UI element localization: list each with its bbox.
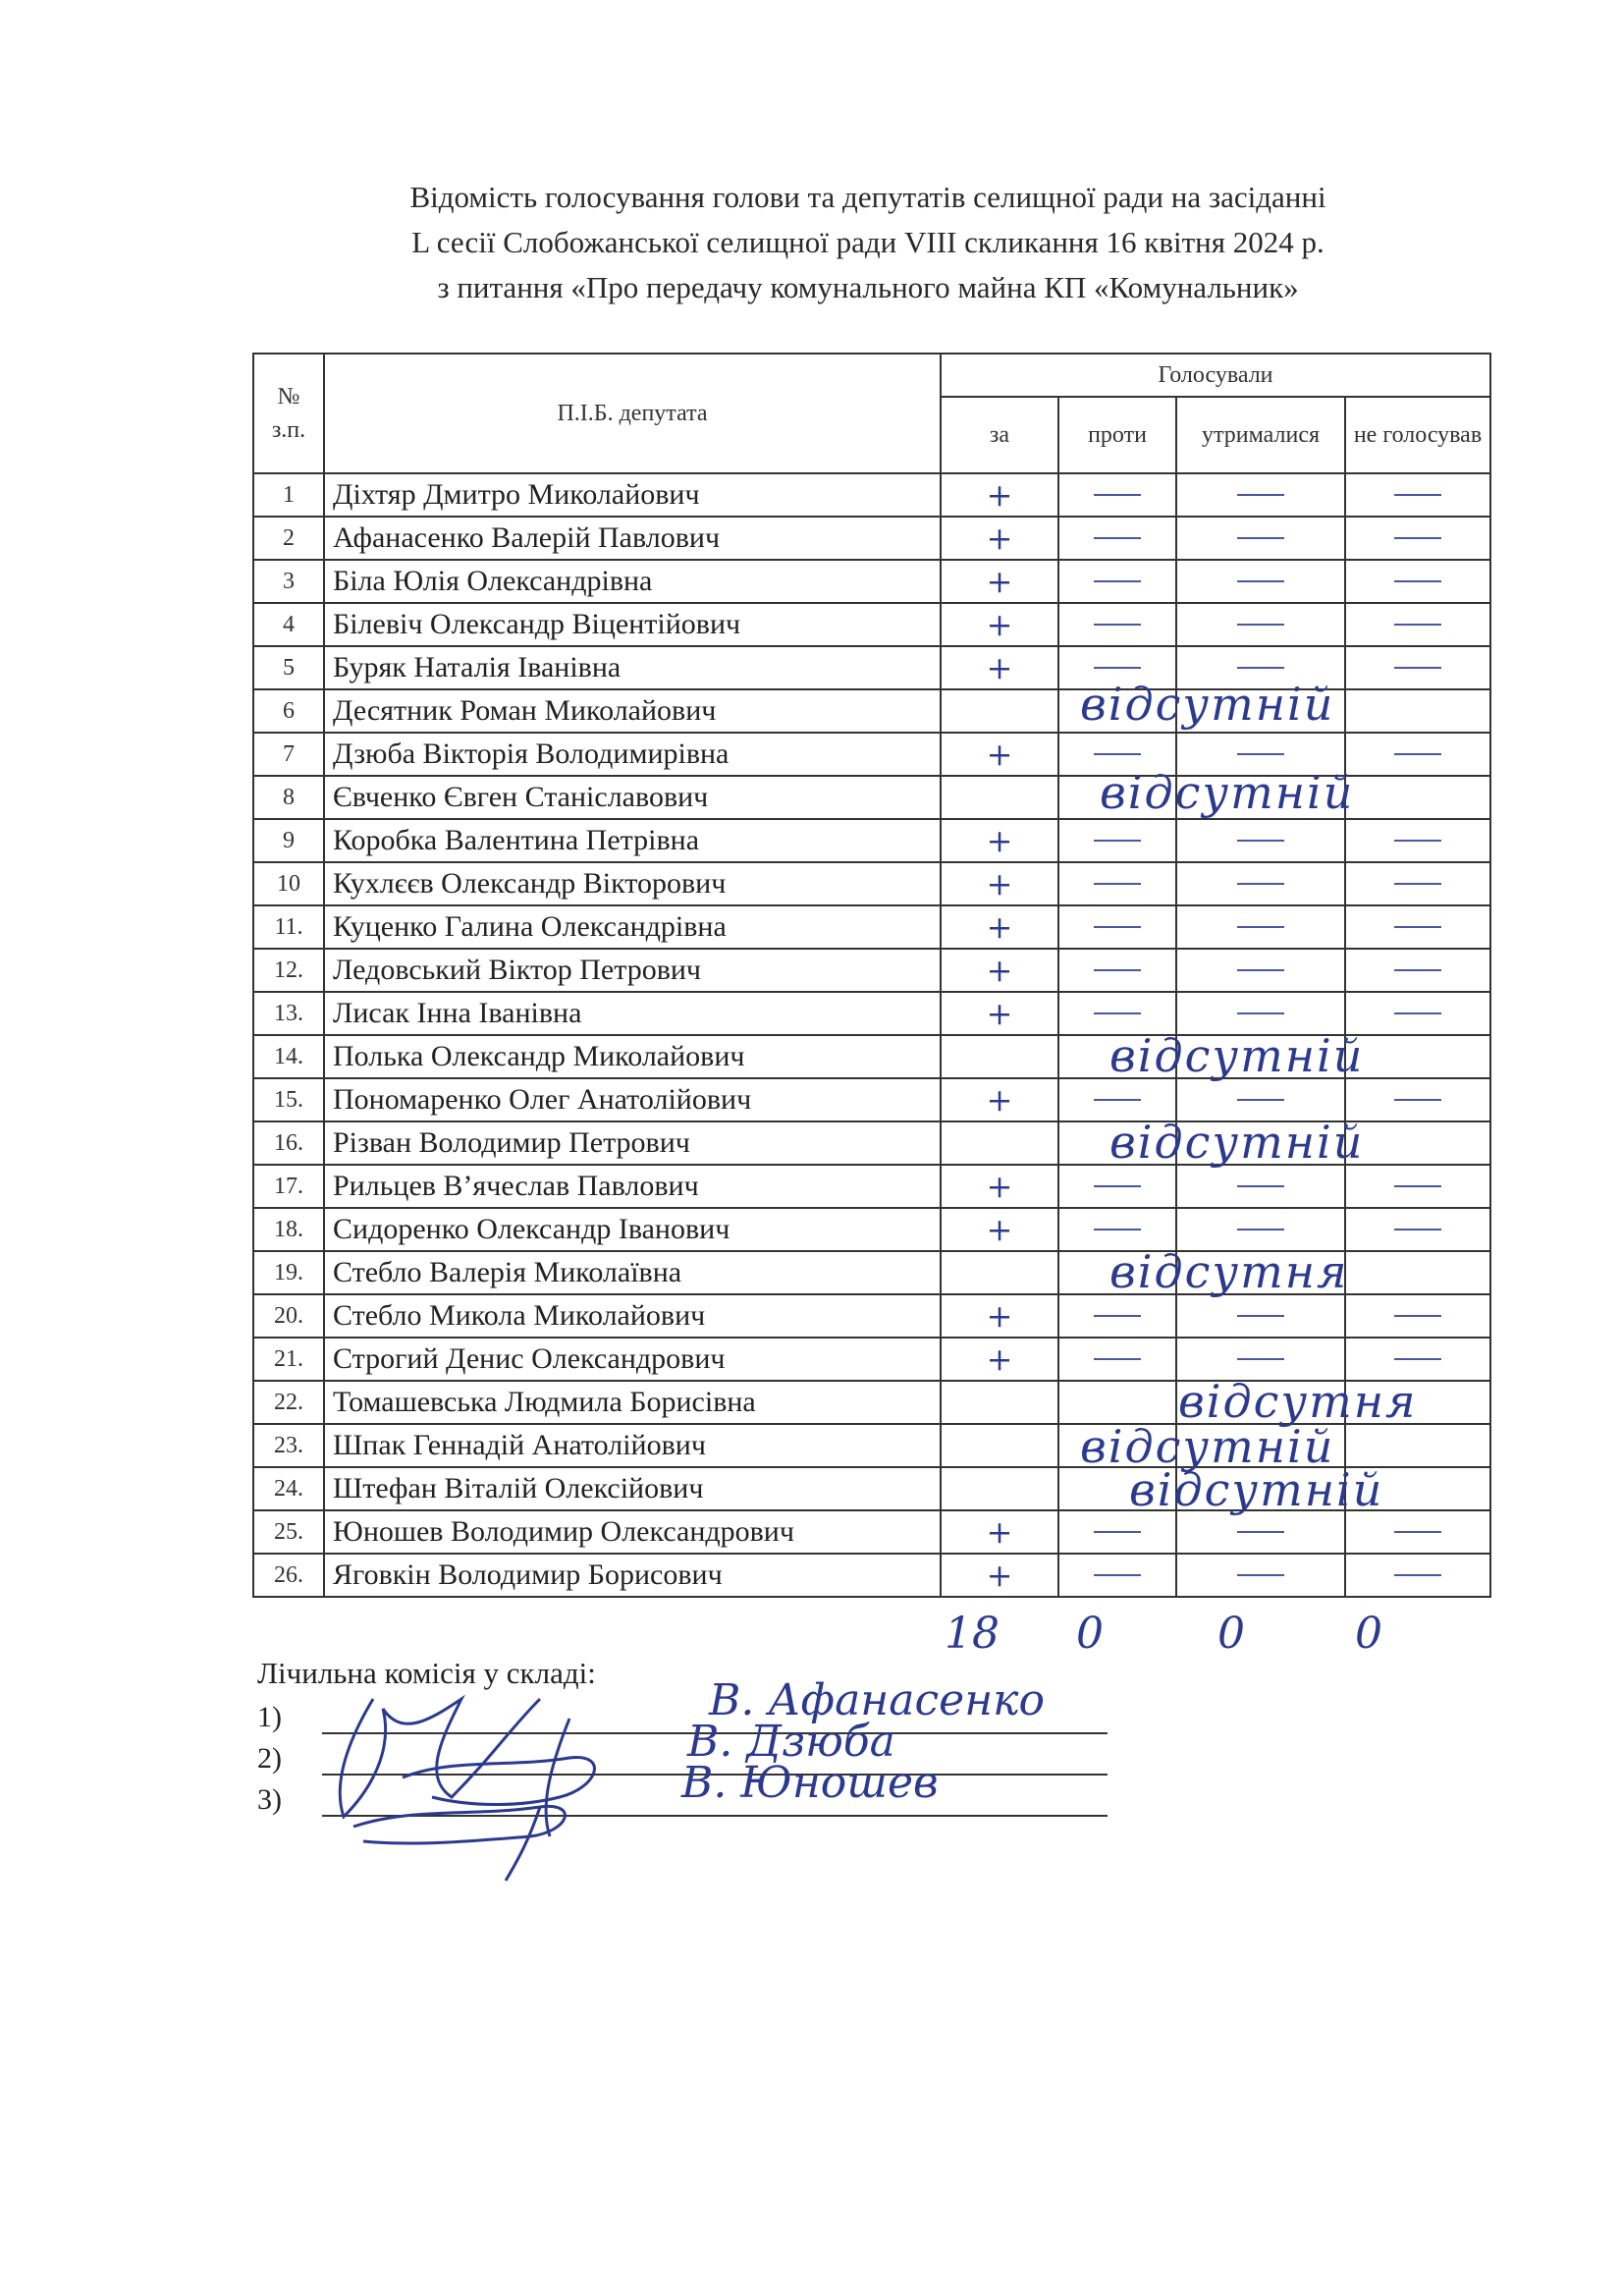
vote-cell-empty: [941, 1381, 1058, 1424]
vote-for-mark: +: [941, 560, 1058, 603]
vote-for-mark: +: [941, 1510, 1058, 1554]
dash-mark: [1237, 926, 1284, 928]
col-against-header: проти: [1058, 397, 1176, 473]
vote-dash-mark: [1058, 473, 1176, 517]
vote-for-mark: +: [941, 517, 1058, 560]
vote-dash-mark: [1345, 646, 1490, 689]
vote-dash-mark: [1345, 733, 1490, 776]
col-num-header: № з.п.: [253, 354, 324, 473]
table-row: [253, 949, 1490, 992]
vote-dash-mark: [1345, 1554, 1490, 1597]
row-number: 25.: [253, 1510, 324, 1554]
vote-dash-mark: [1176, 1510, 1345, 1554]
vote-cell-empty: [1345, 776, 1490, 819]
deputy-name: Різван Володимир Петрович: [324, 1121, 941, 1165]
vote-for-mark: +: [941, 949, 1058, 992]
vote-dash-mark: [1058, 517, 1176, 560]
commission-row-num: 2): [257, 1742, 282, 1775]
absent-note: відсутній: [1129, 1463, 1384, 1516]
row-number: 3: [253, 560, 324, 603]
vote-dash-mark: [1058, 862, 1176, 905]
table-row: [253, 1294, 1490, 1338]
dash-mark: [1394, 1358, 1441, 1360]
dash-mark: [1394, 753, 1441, 755]
absent-note: відсутній: [1080, 1420, 1335, 1473]
vote-dash-mark: [1345, 1208, 1490, 1251]
vote-cell-empty: [941, 1251, 1058, 1294]
vote-for-mark: +: [941, 646, 1058, 689]
dash-mark: [1094, 840, 1141, 842]
vote-dash-mark: [1345, 517, 1490, 560]
vote-dash-mark: [1176, 517, 1345, 560]
row-number: 24.: [253, 1467, 324, 1510]
dash-mark: [1237, 537, 1284, 539]
vote-dash-mark: [1345, 1165, 1490, 1208]
vote-dash-mark: [1058, 1294, 1176, 1338]
absent-note: відсутня: [1178, 1375, 1418, 1428]
vote-dash-mark: [1058, 603, 1176, 646]
dash-mark: [1094, 537, 1141, 539]
signature-scribble: [314, 1660, 707, 1886]
deputy-name: Білевіч Олександр Віцентійович: [324, 603, 941, 646]
deputy-name: Діхтяр Дмитро Миколайович: [324, 473, 941, 517]
table-row: [253, 560, 1490, 603]
dash-mark: [1394, 1229, 1441, 1230]
dash-mark: [1394, 1315, 1441, 1317]
vote-dash-mark: [1058, 560, 1176, 603]
vote-dash-mark: [1176, 819, 1345, 862]
vote-dash-mark: [1345, 905, 1490, 949]
table-row: [253, 1554, 1490, 1597]
deputy-name: Шпак Геннадій Анатолійович: [324, 1424, 941, 1467]
vote-cell-empty: [1345, 689, 1490, 733]
vote-dash-mark: [1176, 949, 1345, 992]
header-line-3: з питання «Про передачу комунального майна КП «Комунальник»: [437, 270, 1299, 304]
deputy-name: Строгий Денис Олександрович: [324, 1338, 941, 1381]
dash-mark: [1237, 1574, 1284, 1576]
table-row: [253, 473, 1490, 517]
col-abstain-header: утрималися: [1176, 397, 1345, 473]
dash-mark: [1237, 580, 1284, 582]
row-number: 19.: [253, 1251, 324, 1294]
dash-mark: [1094, 494, 1141, 496]
absent-note: відсутній: [1109, 1029, 1365, 1082]
deputy-name: Стебло Валерія Миколаївна: [324, 1251, 941, 1294]
row-number: 6: [253, 689, 324, 733]
total-not-voted: 0: [1355, 1609, 1382, 1659]
dash-mark: [1094, 1229, 1141, 1230]
commission-member-name: В. Афанасенко: [709, 1675, 1045, 1725]
dash-mark: [1094, 1531, 1141, 1533]
vote-dash-mark: [1345, 1078, 1490, 1121]
vote-dash-mark: [1176, 905, 1345, 949]
vote-cell-empty: [941, 1035, 1058, 1078]
vote-dash-mark: [1058, 949, 1176, 992]
vote-for-mark: +: [941, 905, 1058, 949]
col-not-voted-header: не голосував: [1345, 397, 1490, 473]
vote-dash-mark: [1345, 862, 1490, 905]
vote-dash-mark: [1058, 1338, 1176, 1381]
dash-mark: [1394, 667, 1441, 669]
row-number: 17.: [253, 1165, 324, 1208]
vote-cell-empty: [941, 689, 1058, 733]
dash-mark: [1394, 840, 1441, 842]
vote-for-mark: +: [941, 992, 1058, 1035]
deputy-name: Куценко Галина Олександрівна: [324, 905, 941, 949]
header-line-1: Відомість голосування голови та депутатів селищної ради на засіданні: [409, 180, 1326, 214]
total-abstain: 0: [1217, 1609, 1245, 1659]
dash-mark: [1237, 1099, 1284, 1101]
dash-mark: [1237, 1531, 1284, 1533]
absent-note: відсутній: [1080, 678, 1335, 731]
dash-mark: [1237, 1315, 1284, 1317]
deputy-name: Кухлєєв Олександр Вікторович: [324, 862, 941, 905]
row-number: 15.: [253, 1078, 324, 1121]
vote-cell-empty: [1058, 1381, 1176, 1424]
dash-mark: [1394, 624, 1441, 626]
vote-for-mark: +: [941, 1554, 1058, 1597]
vote-dash-mark: [1176, 1554, 1345, 1597]
row-number: 11.: [253, 905, 324, 949]
dash-mark: [1237, 667, 1284, 669]
vote-cell-empty: [941, 1424, 1058, 1467]
dash-mark: [1394, 580, 1441, 582]
vote-dash-mark: [1176, 603, 1345, 646]
vote-dash-mark: [1345, 992, 1490, 1035]
deputy-name: Лисак Інна Іванівна: [324, 992, 941, 1035]
vote-cell-empty: [941, 1121, 1058, 1165]
vote-for-mark: +: [941, 473, 1058, 517]
row-number: 1: [253, 473, 324, 517]
dash-mark: [1394, 537, 1441, 539]
vote-for-mark: +: [941, 603, 1058, 646]
deputy-name: Полька Олександр Миколайович: [324, 1035, 941, 1078]
row-number: 20.: [253, 1294, 324, 1338]
dash-mark: [1094, 926, 1141, 928]
vote-for-mark: +: [941, 1208, 1058, 1251]
table-row: [253, 1510, 1490, 1554]
dash-mark: [1237, 494, 1284, 496]
commission-row-num: 3): [257, 1783, 282, 1816]
commission-label: Лічильна комісія у складі:: [257, 1656, 596, 1690]
dash-mark: [1094, 667, 1141, 669]
dash-mark: [1094, 1315, 1141, 1317]
deputy-name: Пономаренко Олег Анатолійович: [324, 1078, 941, 1121]
row-number: 5: [253, 646, 324, 689]
deputy-name: Штефан Віталій Олексійович: [324, 1467, 941, 1510]
row-number: 14.: [253, 1035, 324, 1078]
dash-mark: [1094, 1574, 1141, 1576]
dash-mark: [1394, 1574, 1441, 1576]
col-name-header: П.І.Б. депутата: [324, 354, 941, 473]
vote-dash-mark: [1345, 819, 1490, 862]
row-number: 9: [253, 819, 324, 862]
dash-mark: [1237, 1012, 1284, 1014]
commission-member-name: В. Дзюба: [687, 1717, 895, 1767]
vote-dash-mark: [1176, 1165, 1345, 1208]
vote-dash-mark: [1058, 1510, 1176, 1554]
dash-mark: [1094, 753, 1141, 755]
vote-dash-mark: [1176, 473, 1345, 517]
row-number: 26.: [253, 1554, 324, 1597]
deputy-name: Рильцев В’ячеслав Павлович: [324, 1165, 941, 1208]
absent-note: відсутній: [1109, 1116, 1365, 1169]
vote-dash-mark: [1176, 862, 1345, 905]
total-against: 0: [1076, 1609, 1104, 1659]
vote-dash-mark: [1345, 1294, 1490, 1338]
dash-mark: [1237, 883, 1284, 885]
vote-dash-mark: [1058, 1165, 1176, 1208]
table-row: [253, 517, 1490, 560]
deputy-name: Біла Юлія Олександрівна: [324, 560, 941, 603]
dash-mark: [1237, 624, 1284, 626]
row-number: 2: [253, 517, 324, 560]
deputy-name: Афанасенко Валерій Павлович: [324, 517, 941, 560]
deputy-name: Томашевська Людмила Борисівна: [324, 1381, 941, 1424]
dash-mark: [1094, 1012, 1141, 1014]
deputy-name: Євченко Євген Станіславович: [324, 776, 941, 819]
dash-mark: [1394, 1185, 1441, 1187]
dash-mark: [1237, 1358, 1284, 1360]
vote-dash-mark: [1058, 819, 1176, 862]
dash-mark: [1394, 1012, 1441, 1014]
deputy-name: Десятник Роман Миколайович: [324, 689, 941, 733]
dash-mark: [1094, 580, 1141, 582]
dash-mark: [1094, 969, 1141, 971]
dash-mark: [1237, 969, 1284, 971]
dash-mark: [1394, 494, 1441, 496]
vote-cell-empty: [1345, 1035, 1490, 1078]
vote-dash-mark: [1345, 473, 1490, 517]
vote-dash-mark: [1058, 905, 1176, 949]
vote-dash-mark: [1176, 560, 1345, 603]
dash-mark: [1237, 1229, 1284, 1230]
vote-cell-empty: [1345, 1251, 1490, 1294]
row-number: 8: [253, 776, 324, 819]
dash-mark: [1094, 1358, 1141, 1360]
deputy-name: Яговкін Володимир Борисович: [324, 1554, 941, 1597]
dash-mark: [1237, 840, 1284, 842]
dash-mark: [1094, 1099, 1141, 1101]
deputy-name: Юношев Володимир Олександрович: [324, 1510, 941, 1554]
vote-cell-empty: [941, 776, 1058, 819]
vote-for-mark: +: [941, 1165, 1058, 1208]
commission-row-num: 1): [257, 1701, 282, 1733]
dash-mark: [1394, 1099, 1441, 1101]
row-number: 23.: [253, 1424, 324, 1467]
col-for-header: за: [941, 397, 1058, 473]
dash-mark: [1394, 1531, 1441, 1533]
vote-cell-empty: [1345, 1424, 1490, 1467]
vote-for-mark: +: [941, 862, 1058, 905]
deputy-name: Коробка Валентина Петрівна: [324, 819, 941, 862]
dash-mark: [1094, 1185, 1141, 1187]
header-line-2: L сесії Слобожанської селищної ради VIII скликання 16 квітня 2024 р.: [411, 225, 1325, 259]
dash-mark: [1394, 969, 1441, 971]
table-row: [253, 905, 1490, 949]
row-number: 13.: [253, 992, 324, 1035]
dash-mark: [1237, 1185, 1284, 1187]
row-number: 16.: [253, 1121, 324, 1165]
commission-member-name: В. Юношев: [681, 1758, 939, 1808]
col-voted-header: Голосували: [941, 354, 1490, 397]
row-number: 12.: [253, 949, 324, 992]
vote-for-mark: +: [941, 1338, 1058, 1381]
vote-for-mark: +: [941, 1294, 1058, 1338]
deputy-name: Сидоренко Олександр Іванович: [324, 1208, 941, 1251]
row-number: 4: [253, 603, 324, 646]
vote-dash-mark: [1058, 1554, 1176, 1597]
row-number: 10: [253, 862, 324, 905]
dash-mark: [1094, 624, 1141, 626]
vote-for-mark: +: [941, 733, 1058, 776]
row-number: 21.: [253, 1338, 324, 1381]
table-row: [253, 603, 1490, 646]
vote-dash-mark: [1345, 603, 1490, 646]
deputy-name: Буряк Наталія Іванівна: [324, 646, 941, 689]
table-row: [253, 819, 1490, 862]
table-row: [253, 862, 1490, 905]
dash-mark: [1094, 883, 1141, 885]
vote-dash-mark: [1345, 1510, 1490, 1554]
vote-dash-mark: [1345, 949, 1490, 992]
document-header: [0, 175, 1622, 310]
deputy-name: Стебло Микола Миколайович: [324, 1294, 941, 1338]
vote-for-mark: +: [941, 819, 1058, 862]
vote-dash-mark: [1345, 560, 1490, 603]
row-number: 22.: [253, 1381, 324, 1424]
vote-cell-empty: [1345, 1121, 1490, 1165]
row-number: 7: [253, 733, 324, 776]
dash-mark: [1394, 926, 1441, 928]
vote-cell-empty: [941, 1467, 1058, 1510]
dash-mark: [1237, 753, 1284, 755]
vote-for-mark: +: [941, 1078, 1058, 1121]
absent-note: відсутній: [1100, 766, 1355, 819]
deputy-name: Ледовський Віктор Петрович: [324, 949, 941, 992]
deputy-name: Дзюба Вікторія Володимирівна: [324, 733, 941, 776]
absent-note: відсутня: [1109, 1245, 1349, 1298]
dash-mark: [1394, 883, 1441, 885]
vote-dash-mark: [1176, 1294, 1345, 1338]
table-row: [253, 1165, 1490, 1208]
total-for: 18: [945, 1609, 1000, 1659]
row-number: 18.: [253, 1208, 324, 1251]
